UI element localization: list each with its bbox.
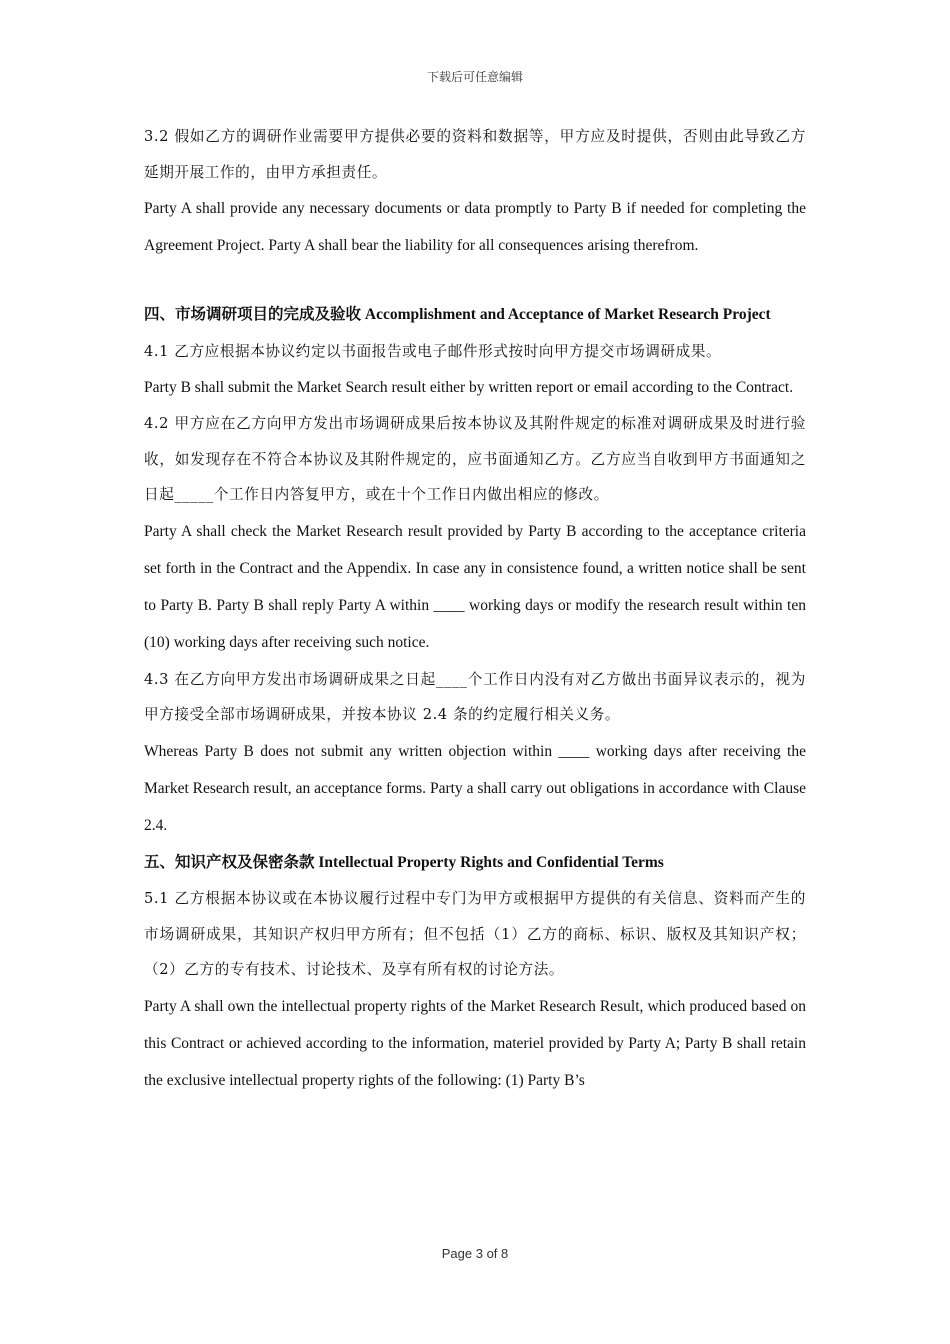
clause-3-2-english: Party A shall provide any necessary documents or data promptly to Party B if needed for completing the Agreement Project. Party A shall bear the liability for all consequences arising therefrom. [144,200,806,255]
clause-3-2-chinese: 3.2 假如乙方的调研作业需要甲方提供必要的资料和数据等，甲方应及时提供，否则由此导致乙方延期开展工作的，由甲方承担责任。 [144,128,806,181]
section-4-heading: 四、市场调研项目的完成及验收 Accomplishment and Acceptance of Market Research Project [144,306,771,324]
clause-4-3-chinese: 4.3 在乙方向甲方发出市场调研成果之日起____个工作日内没有对乙方做出书面异议表示的，视为甲方接受全部市场调研成果，并按本协议 2.4 条的约定履行相关义务。 [144,670,806,724]
page-number: Page 3 of 8 [441,1246,509,1261]
clause-5-1-english: Party A shall own the intellectual property rights of the Market Research Result, which produced based on this Contract or achieved according to the information, materiel provided by Party A; Party B shall retain the exclusive intellectual property rights of the following: (1) Party B’s [144,997,806,1090]
clause-4-1-english: Party B shall submit the Market Search result either by written report or email according to the Contract. [144,379,794,397]
clause-4-3-english: Whereas Party B does not submit any written objection within ____ working days after receiving the Market Research result, an acceptance forms. Party a shall carry out obligations in accordance with Clause 2.4. [144,742,806,835]
section-spacer [144,264,806,296]
section-5-heading: 五、知识产权及保密条款 Intellectual Property Rights and Confidential Terms [144,854,664,872]
clause-4-1-chinese: 4.1 乙方应根据本协议约定以书面报告或电子邮件形式按时向甲方提交市场调研成果。 [144,342,722,360]
clause-4-2-chinese: 4.2 甲方应在乙方向甲方发出市场调研成果后按本协议及其附件规定的标准对调研成果及时进行验收，如发现存在不符合本协议及其附件规定的，应书面通知乙方。乙方应当自收到甲方书面通知之日起_____个工作日内答复甲方，或在十个工作日内做出相应的修改。 [144,415,806,504]
clause-5-1-chinese: 5.1 乙方根据本协议或在本协议履行过程中专门为甲方或根据甲方提供的有关信息、资料而产生的市场调研成果，其知识产权归甲方所有；但不包括（1）乙方的商标、标识、版权及其知识产权；（2）乙方的专有技术、讨论技术、及享有所有权的讨论方法。 [144,890,806,979]
clause-4-2-english: Party A shall check the Market Research result provided by Party B according to the acceptance criteria set forth in the Contract and the Appendix. In case any in consistence found, a written notice shall be sent to Party B. Party B shall reply Party A within ____ working days or modify the research result within ten (10) working days after receiving such notice. [144,522,806,652]
document-body [144,119,806,1100]
page-header: 下载后可任意编辑 [426,70,523,84]
